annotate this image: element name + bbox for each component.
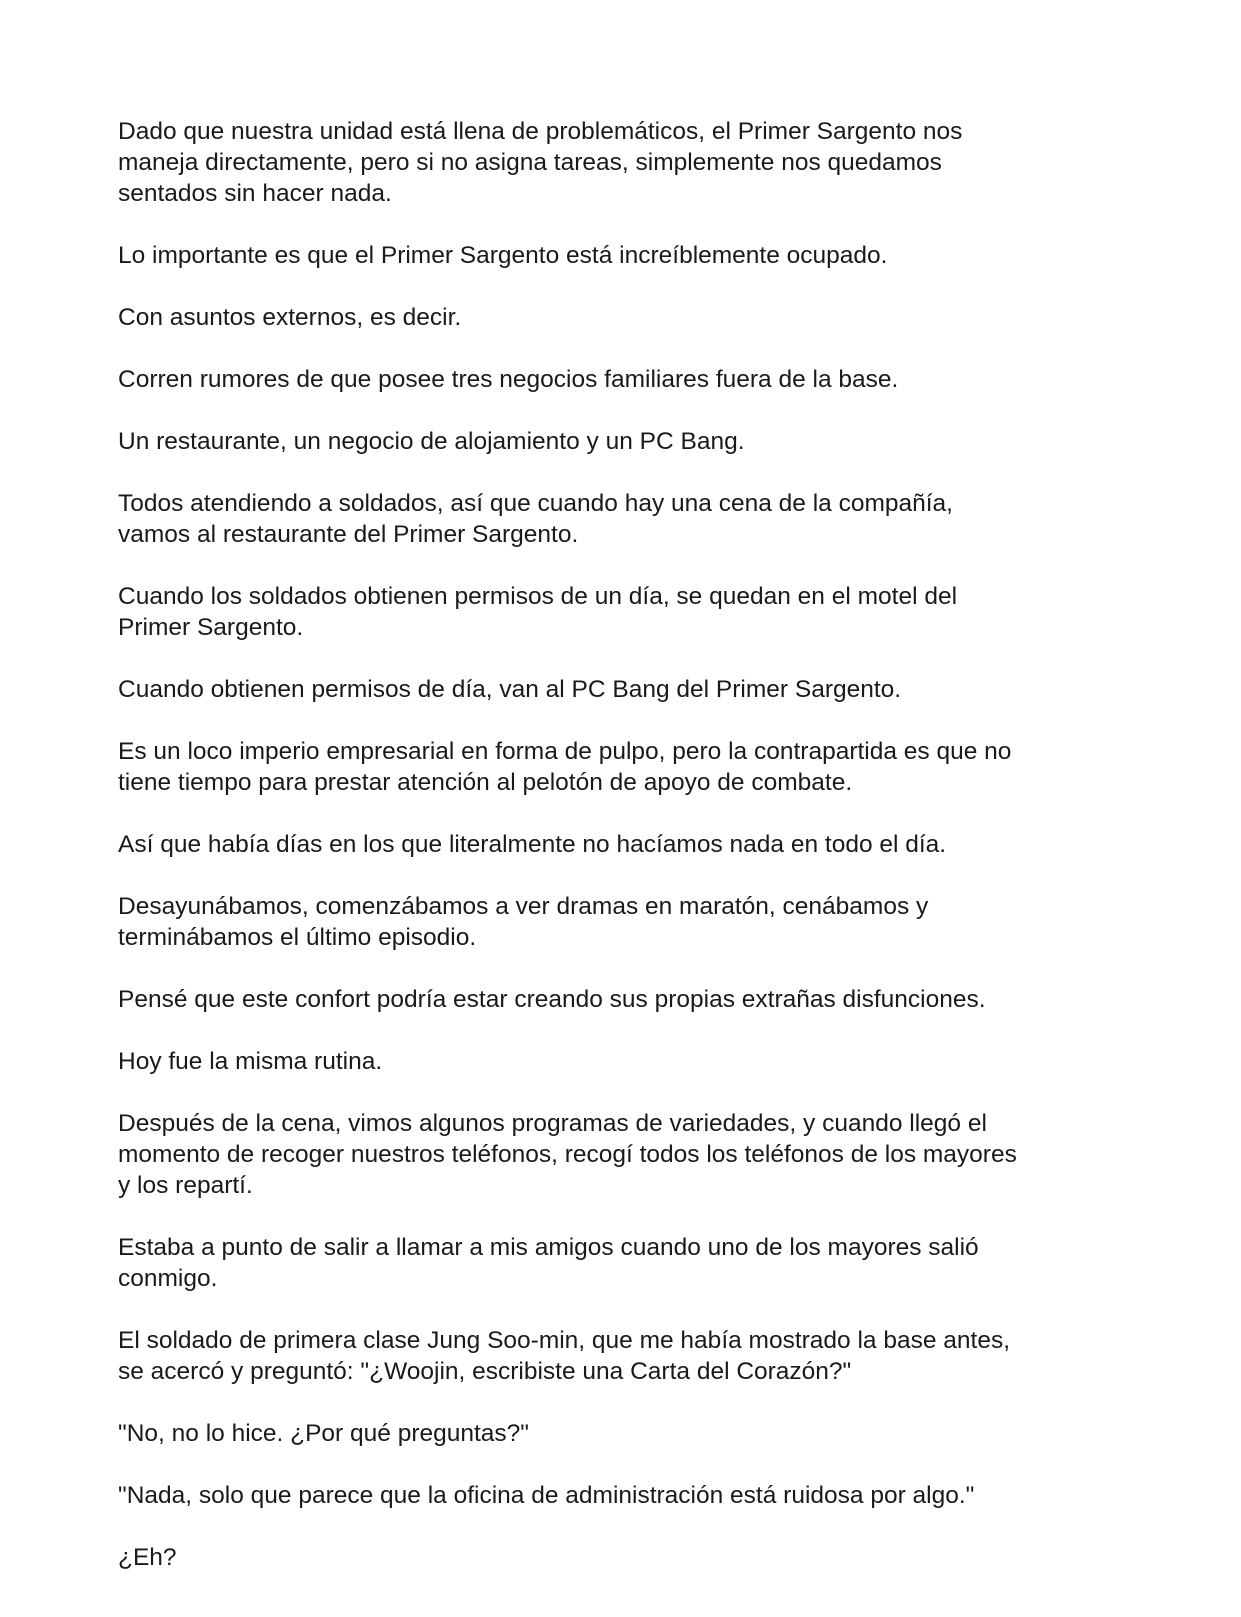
paragraph: Es un loco imperio empresarial en forma de pulpo, pero la contrapartida es que no tiene tiempo para prestar atención al pelotón de apoyo de combate. [118,738,1012,796]
paragraph: Dado que nuestra unidad está llena de problemáticos, el Primer Sargento nos maneja directamente, pero si no asigna tareas, simplemente nos quedamos sentados sin hacer nada. [118,118,963,207]
paragraph: Con asuntos externos, es decir. [118,304,462,331]
paragraph: ¿Eh? [118,1544,177,1571]
paragraph: Después de la cena, vimos algunos programas de variedades, y cuando llegó el momento de recoger nuestros teléfonos, recogí todos los teléfonos de los mayores y los repartí. [118,1110,1017,1199]
paragraph: Un restaurante, un negocio de alojamiento y un PC Bang. [118,428,745,455]
paragraph: Estaba a punto de salir a llamar a mis amigos cuando uno de los mayores salió conmigo. [118,1234,979,1292]
paragraph: Cuando los soldados obtienen permisos de un día, se quedan en el motel del Primer Sargento. [118,583,958,641]
paragraph: Corren rumores de que posee tres negocios familiares fuera de la base. [118,366,899,393]
paragraph: Cuando obtienen permisos de día, van al PC Bang del Primer Sargento. [118,676,902,703]
paragraph: Hoy fue la misma rutina. [118,1048,383,1075]
paragraph: Lo importante es que el Primer Sargento está increíblemente ocupado. [118,242,888,269]
paragraph: Pensé que este confort podría estar creando sus propias extrañas disfunciones. [118,986,986,1013]
document-page [118,116,1118,1604]
paragraph: "Nada, solo que parece que la oficina de administración está ruidosa por algo." [118,1482,975,1509]
paragraph: Todos atendiendo a soldados, así que cuando hay una cena de la compañía, vamos al restaurante del Primer Sargento. [118,490,953,548]
paragraph: Así que había días en los que literalmente no hacíamos nada en todo el día. [118,831,947,858]
paragraph: Desayunábamos, comenzábamos a ver dramas en maratón, cenábamos y terminábamos el último episodio. [118,893,929,951]
paragraph: El soldado de primera clase Jung Soo-min, que me había mostrado la base antes, se acercó y preguntó: "¿Woojin, escribiste una Carta del Corazón?" [118,1327,1011,1385]
paragraph: "No, no lo hice. ¿Por qué preguntas?" [118,1420,529,1447]
